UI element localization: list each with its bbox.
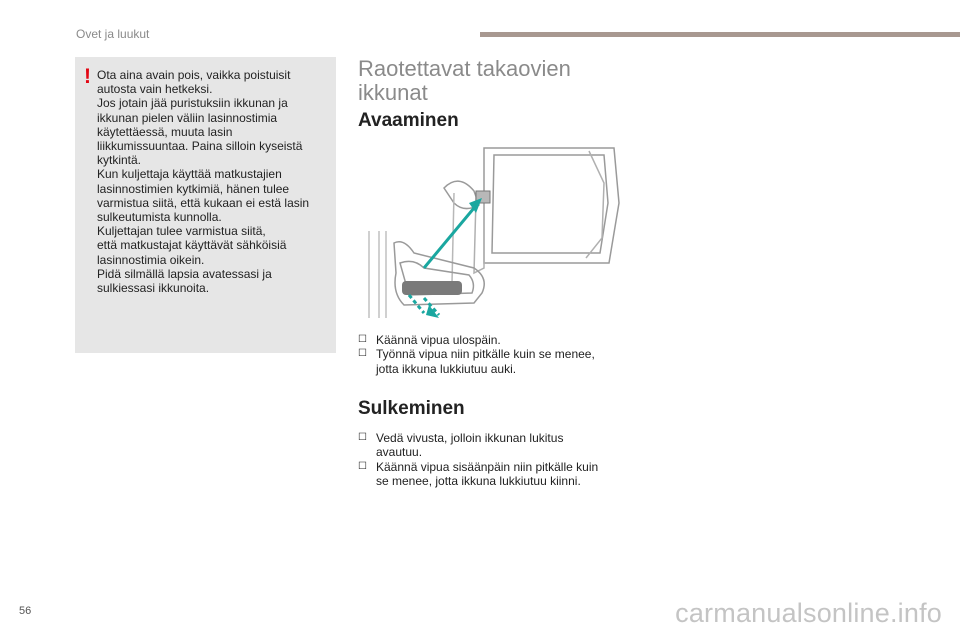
opening-heading: Avaaminen bbox=[358, 110, 459, 131]
step-line: Vedä vivusta, jolloin ikkunan lukitus bbox=[376, 431, 564, 445]
warning-line: autosta vain hetkeksi. bbox=[97, 82, 213, 97]
checkbox-icon: ☐ bbox=[358, 432, 367, 443]
section-title bbox=[358, 57, 571, 105]
step-line: Käännä vipua ulospäin. bbox=[376, 333, 501, 347]
page-number: 56 bbox=[19, 605, 32, 617]
list-item bbox=[358, 333, 618, 347]
warning-line: lasinnostimien kytkimiä, hänen tulee bbox=[97, 181, 290, 196]
exclamation-icon: ! bbox=[84, 65, 91, 88]
checkbox-icon: ☐ bbox=[358, 460, 367, 472]
warning-line: lasinnostimia oikein. bbox=[97, 252, 205, 267]
checkbox-icon: ☐ bbox=[358, 334, 367, 345]
step-line: se menee, jotta ikkuna lukkiutuu kiinni. bbox=[376, 474, 581, 489]
warning-line: liikkumissuuntaa. Paina silloin kyseistä bbox=[97, 139, 303, 154]
list-item bbox=[358, 347, 618, 376]
header-section-title: Ovet ja luukut bbox=[76, 27, 150, 41]
warning-line: käytettäessä, muuta lasin bbox=[97, 124, 233, 139]
header-bar bbox=[480, 32, 960, 37]
warning-line: Kun kuljettaja käyttää matkustajien bbox=[97, 167, 282, 182]
checkbox-icon: ☐ bbox=[358, 348, 367, 360]
warning-line: Ota aina avain pois, vaikka poistuisit bbox=[97, 68, 291, 82]
warning-line: Jos jotain jää puristuksiin ikkunan ja bbox=[97, 96, 288, 111]
step-line: jotta ikkuna lukkiutuu auki. bbox=[376, 361, 517, 376]
step-text bbox=[376, 333, 501, 347]
warning-line: ikkunan pielen väliin lasinnostimia bbox=[97, 110, 278, 125]
warning-line: Pidä silmällä lapsia avatessasi ja bbox=[97, 266, 272, 281]
step-line: Työnnä vipua niin pitkälle kuin se menee, bbox=[376, 347, 595, 362]
section-title-line: Raotettavat takaovien bbox=[358, 56, 571, 81]
closing-steps bbox=[358, 431, 618, 489]
warning-line: kytkintä. bbox=[97, 153, 142, 168]
warning-line: Kuljettajan tulee varmistua siitä, bbox=[97, 224, 266, 239]
opening-steps bbox=[358, 333, 618, 376]
closing-heading: Sulkeminen bbox=[358, 398, 465, 419]
list-item bbox=[358, 460, 618, 489]
step-line: avautuu. bbox=[376, 445, 423, 460]
warning-line: että matkustajat käyttävät sähköisiä bbox=[97, 238, 287, 253]
list-item bbox=[358, 431, 618, 460]
warning-line: varmistua siitä, että kukaan ei estä lasin bbox=[97, 195, 310, 210]
step-line: Käännä vipua sisäänpäin niin pitkälle kuin bbox=[376, 459, 599, 474]
warning-line: sulkeutumista kunnolla. bbox=[97, 210, 222, 225]
section-title-line: ikkunat bbox=[358, 80, 428, 105]
step-text bbox=[376, 431, 563, 460]
warning-box bbox=[75, 57, 336, 353]
window-latch-illustration bbox=[364, 143, 626, 318]
step-text bbox=[376, 460, 598, 489]
step-text bbox=[376, 347, 595, 376]
watermark: carmanualsonline.info bbox=[675, 598, 942, 628]
warning-line: sulkiessasi ikkunoita. bbox=[97, 281, 210, 296]
